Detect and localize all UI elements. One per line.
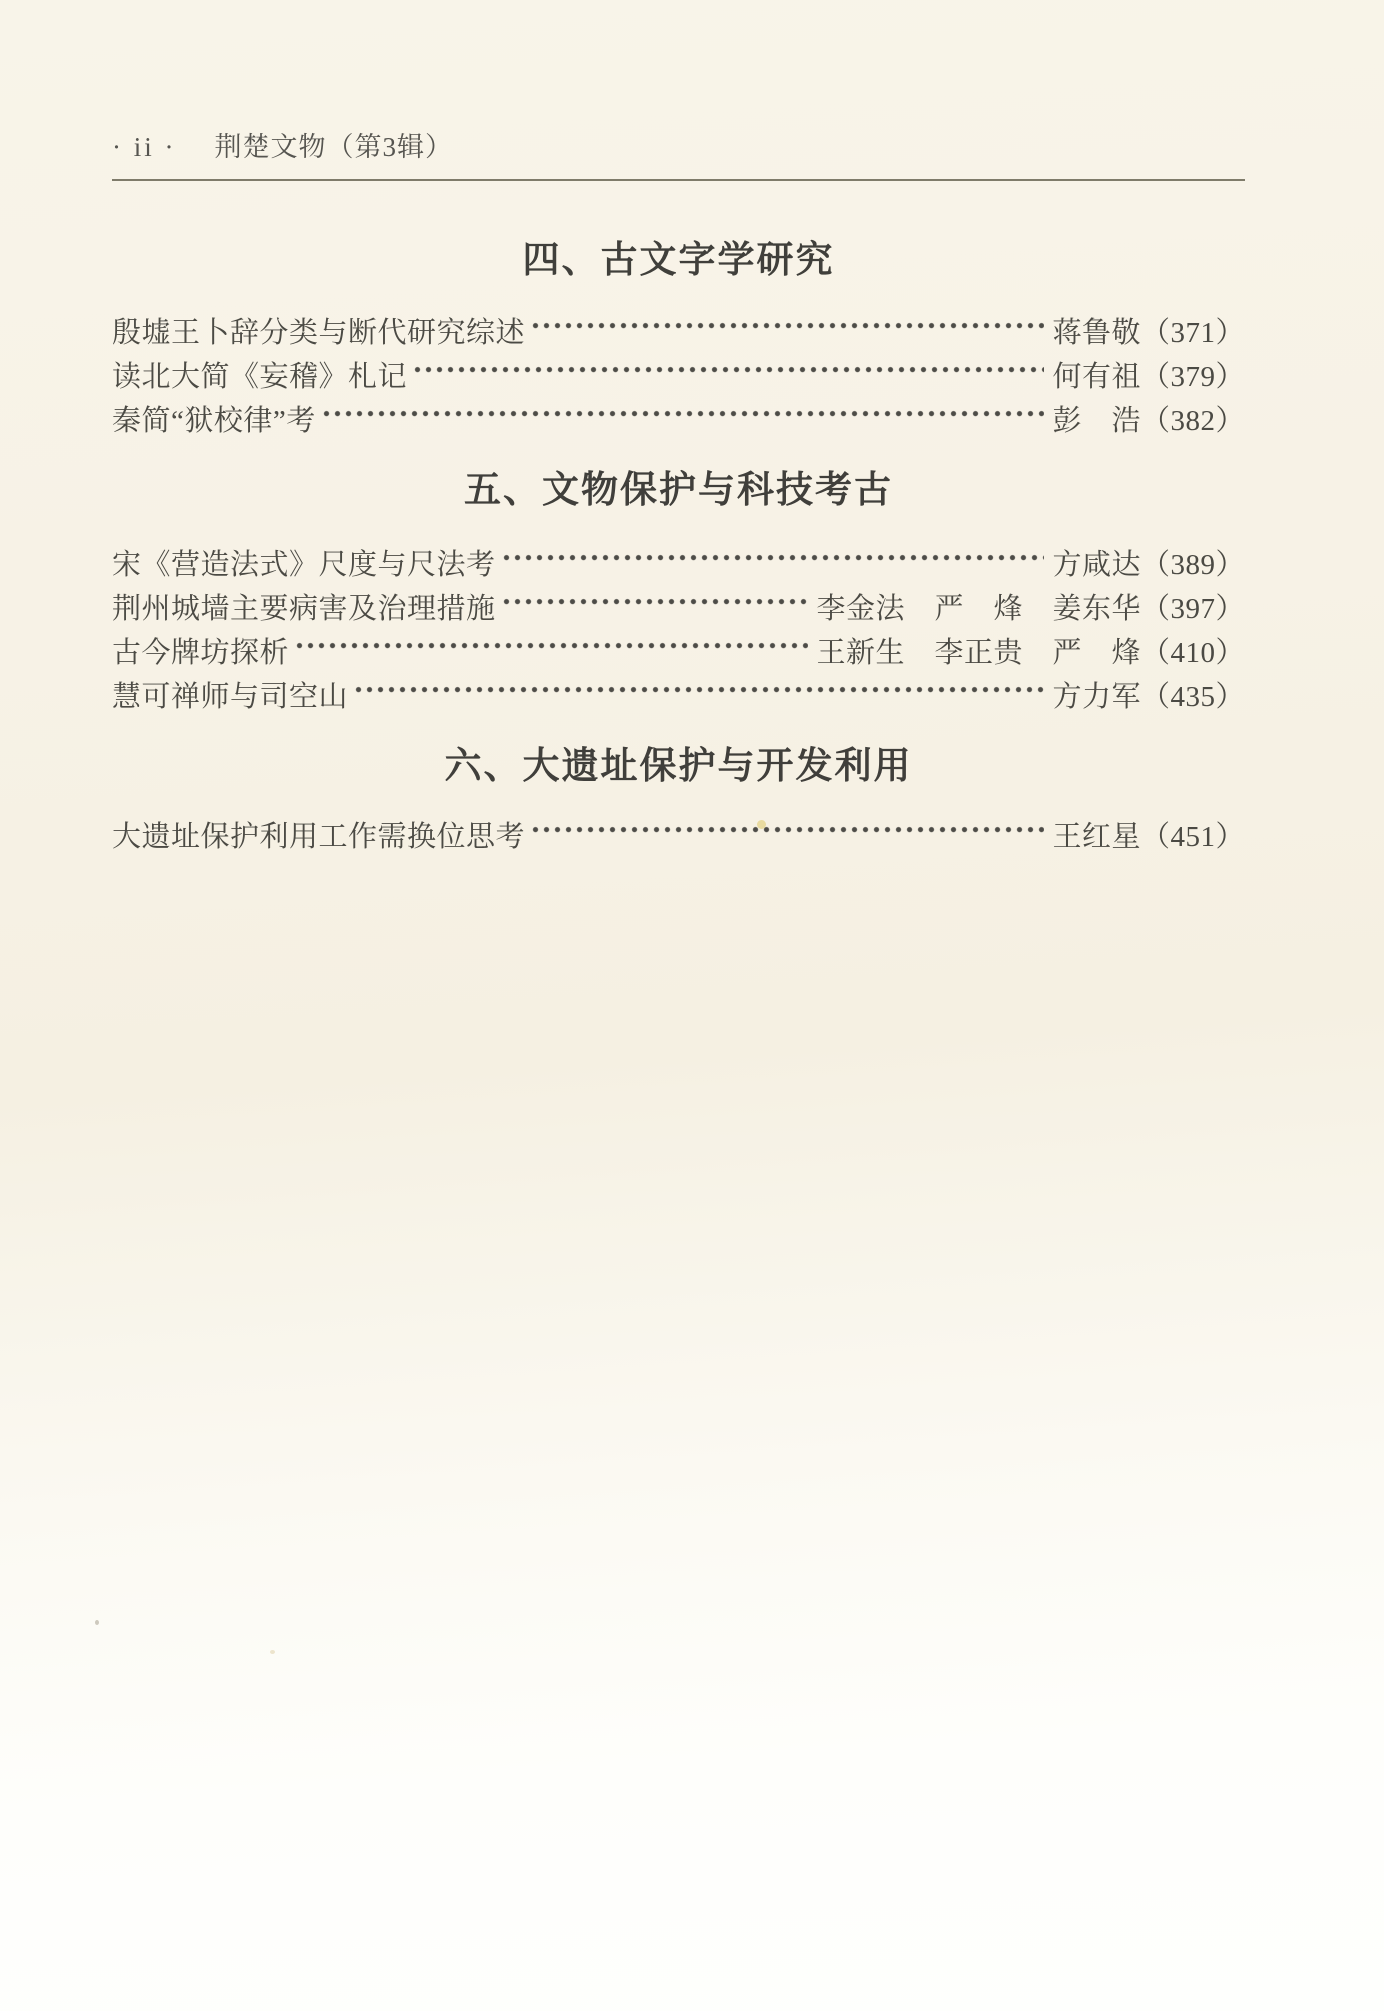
entry-page-number: （410）	[1140, 636, 1245, 669]
dot-leader	[412, 352, 1044, 396]
toc-entry	[112, 396, 1245, 440]
entry-title: 宋《营造法式》尺度与尺法考	[112, 548, 496, 581]
entry-page-number: （397）	[1140, 592, 1245, 625]
book-title: 荆楚文物（第3辑）	[214, 132, 453, 162]
scan-speck	[757, 820, 766, 829]
entry-page-number: （389）	[1140, 548, 1245, 581]
entry-authors: 方咸达	[1052, 548, 1141, 581]
header-rule	[112, 179, 1245, 181]
toc-entry	[112, 540, 1245, 584]
dot-leader	[294, 628, 808, 672]
entry-authors: 王红星	[1052, 820, 1141, 853]
entry-page-number: （435）	[1140, 680, 1245, 713]
scan-speck	[95, 1620, 99, 1625]
page-number-marker: · ii ·	[112, 132, 177, 162]
section-4-entries	[112, 308, 1245, 440]
toc-entry	[112, 812, 1245, 856]
entry-authors: 蒋鲁敬	[1052, 316, 1141, 349]
dot-leader	[501, 584, 809, 628]
entry-authors: 方力军	[1052, 680, 1141, 713]
entry-title: 古今牌坊探析	[112, 636, 290, 669]
dot-leader	[530, 308, 1044, 352]
entry-page-number: （382）	[1140, 404, 1245, 437]
section-6-entries	[112, 812, 1245, 856]
dot-leader	[353, 672, 1044, 716]
entry-authors: 彭 浩	[1052, 404, 1141, 437]
entry-title: 慧可禅师与司空山	[112, 680, 349, 713]
entry-authors: 何有祖	[1052, 360, 1141, 393]
entry-title: 殷墟王卜辞分类与断代研究综述	[112, 316, 526, 349]
dot-leader	[501, 540, 1045, 584]
toc-entry	[112, 308, 1245, 352]
scan-speck	[270, 1650, 275, 1654]
text-block	[112, 0, 1245, 856]
dot-leader	[530, 812, 1044, 856]
entry-title: 读北大简《妄稽》札记	[112, 360, 408, 393]
entry-title: 秦简“狱校律”考	[112, 404, 316, 437]
entry-authors: 王新生 李正贵 严 烽	[816, 636, 1141, 669]
entry-page-number: （371）	[1140, 316, 1245, 349]
entry-page-number: （451）	[1140, 820, 1245, 853]
section-title-5: 五、文物保护与科技考古	[464, 469, 893, 510]
section-title-4: 四、古文字学研究	[522, 239, 835, 280]
entry-title: 荆州城墙主要病害及治理措施	[112, 592, 496, 625]
section-title-6: 六、大遗址保护与开发利用	[444, 745, 913, 786]
toc-entry	[112, 352, 1245, 396]
entry-page-number: （379）	[1140, 360, 1245, 393]
toc-entry	[112, 628, 1245, 672]
dot-leader	[321, 396, 1045, 440]
entry-title: 大遗址保护利用工作需换位思考	[112, 820, 526, 853]
toc-entry	[112, 584, 1245, 628]
toc-entry	[112, 672, 1245, 716]
running-header	[112, 130, 1245, 164]
section-5-entries	[112, 540, 1245, 716]
entry-authors: 李金法 严 烽 姜东华	[816, 592, 1141, 625]
